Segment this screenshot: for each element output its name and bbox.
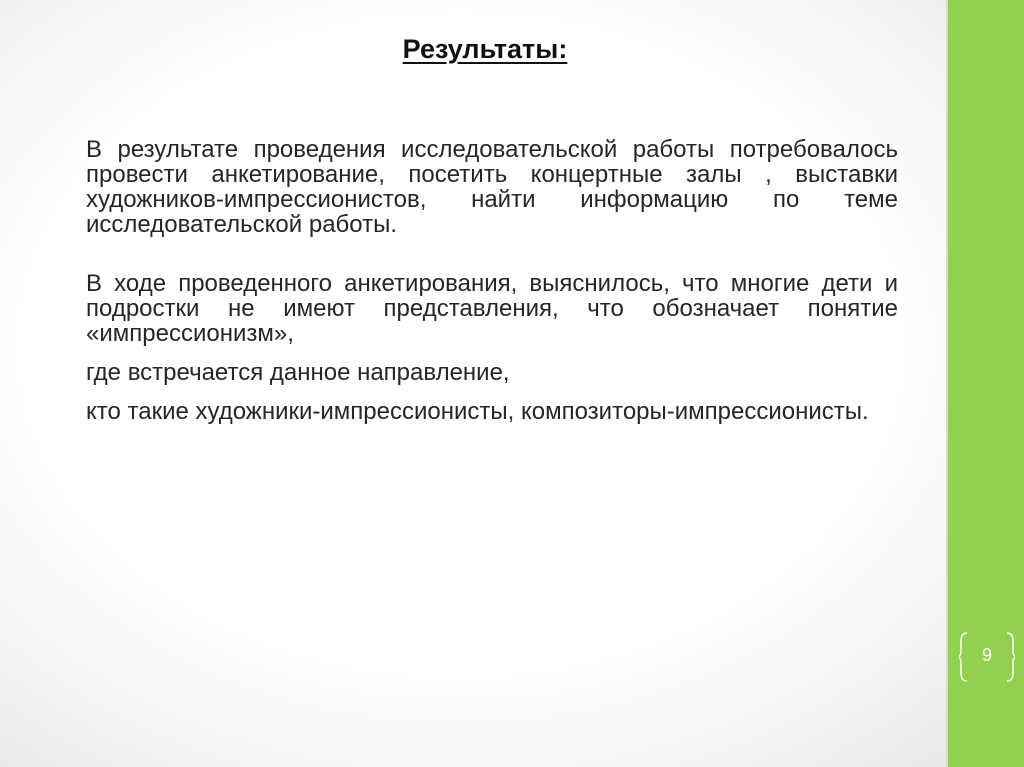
paragraph-who-impressionists: кто такие художники-импрессионисты, композиторы-импрессионисты. [86, 398, 869, 425]
paragraph-where-found: где встречается данное направление, [86, 359, 510, 386]
paragraph-research-summary: В результате проведения исследовательской работы потребовалось провести анкетирование, посетить концертные залы , выставки художников-импрессионистов, найти информацию по теме исследовательской работы. [86, 136, 898, 238]
slide-title: Результаты: [402, 34, 568, 64]
slide-body [86, 137, 898, 424]
paragraph-survey-findings: В ходе проведенного анкетирования, выяснилось, что многие дети и подростки не имеют представления, что обозначает понятие «импрессионизм», [86, 270, 898, 347]
page-number: 9 [981, 645, 992, 665]
page-number-badge [959, 631, 1015, 683]
